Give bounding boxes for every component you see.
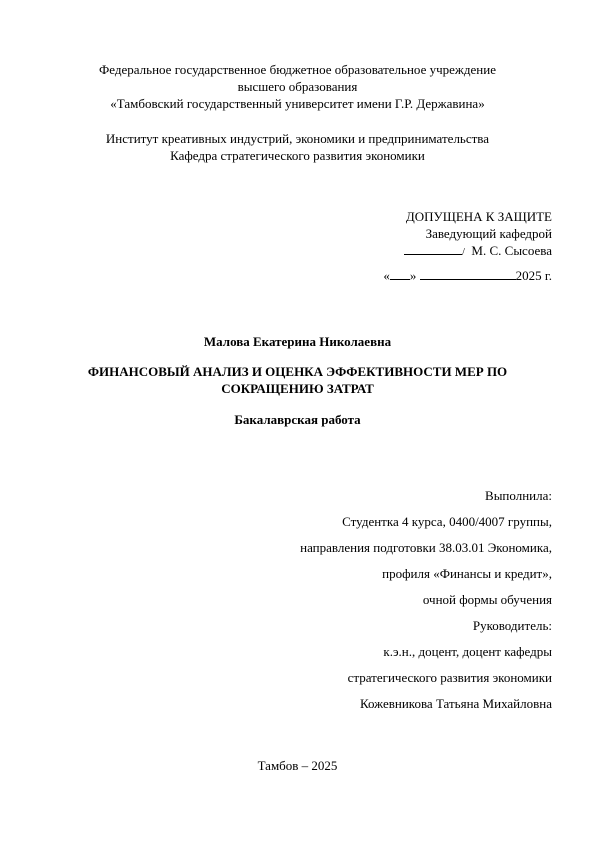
work-type: Бакалаврская работа [234,412,361,427]
approval-date-line [383,268,552,284]
admitted-to-defense: ДОПУЩЕНА К ЗАЩИТЕ [405,209,552,224]
author-name: Малова Екатерина Николаевна [203,334,392,349]
supervisor-degree: к.э.н., доцент, доцент кафедры [383,644,552,659]
performer-profile: профиля «Финансы и кредит», [382,566,552,581]
date-quote-close: » [409,268,417,283]
performer-direction: направления подготовки 38.03.01 Экономика, [300,540,552,555]
approval-year: 2025 г. [515,268,552,283]
performer-course: Студентка 4 курса, 0400/4007 группы, [342,514,552,529]
head-signature-line [404,243,552,261]
performer-form: очной формы обучения [422,592,552,607]
university-name: «Тамбовский государственный университет имени Г.Р. Державина» [110,96,485,111]
day-blank [390,268,410,280]
head-name: М. С. Сысоева [471,243,552,258]
supervisor-name: Кожевникова Татьяна Михайловна [359,696,552,711]
thesis-title-line-1: ФИНАНСОВЫЙ АНАЛИЗ И ОЦЕНКА ЭФФЕКТИВНОСТИ МЕР ПО [87,364,508,379]
org-name-line-1: Федеральное государственное бюджетное образовательное учреждение [99,62,496,77]
date-quote-open: « [383,268,390,283]
month-blank [420,268,516,280]
performer-label: Выполнила: [485,488,552,503]
supervisor-department: стратегического развития экономики [347,670,552,685]
department-name: Кафедра стратегического развития экономики [170,148,425,163]
org-name-line-2: высшего образования [237,79,358,94]
signature-blank [404,243,462,255]
city-year: Тамбов – 2025 [257,758,338,773]
head-of-department-title: Заведующий кафедрой [425,226,552,241]
supervisor-label: Руководитель: [472,618,552,633]
signature-separator: / [462,247,465,258]
institute-name: Институт креативных индустрий, экономики и предпринимательства [105,131,490,146]
thesis-title-line-2: СОКРАЩЕНИЮ ЗАТРАТ [221,381,374,396]
